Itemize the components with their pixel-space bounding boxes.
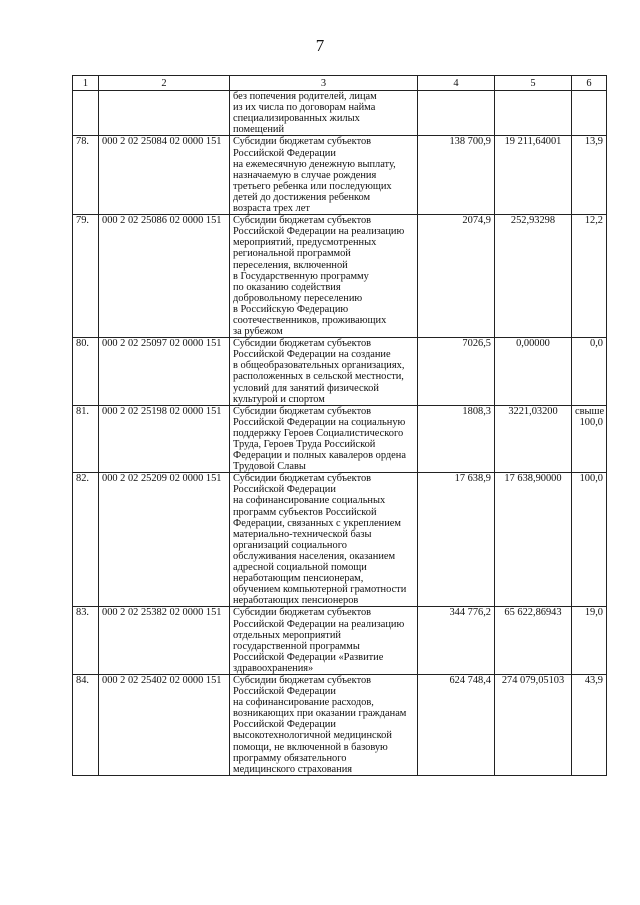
budget-code: 000 2 02 25209 02 0000 151: [99, 473, 230, 607]
planned-amount: 624 748,4: [418, 674, 495, 775]
execution-percent: 13,9: [572, 136, 607, 215]
budget-code: [99, 91, 230, 136]
row-number: 81.: [73, 405, 99, 473]
row-description: Субсидии бюджетам субъектов Российской Федерации на софинансирование социальных программ субъектов Российской Федерации, связанных с укреплением материально-технической базы организаций социального обслуживания населения, оказанием адресной социальной помощи неработающим пенсионерам, обучением компьютерной грамотности неработающих пенсионеров: [230, 473, 418, 607]
actual-amount: [495, 91, 572, 136]
planned-amount: 138 700,9: [418, 136, 495, 215]
row-number: 82.: [73, 473, 99, 607]
row-number: 79.: [73, 215, 99, 338]
table-row: [73, 136, 607, 215]
row-number: 78.: [73, 136, 99, 215]
page-number: 7: [315, 36, 325, 55]
row-number: 84.: [73, 674, 99, 775]
budget-code: 000 2 02 25097 02 0000 151: [99, 338, 230, 406]
header-col-4: 4: [418, 76, 495, 91]
planned-amount: 1808,3: [418, 405, 495, 473]
planned-amount: 344 776,2: [418, 607, 495, 675]
budget-code: 000 2 02 25198 02 0000 151: [99, 405, 230, 473]
row-description: Субсидии бюджетам субъектов Российской Федерации на социальную поддержку Героев Социалистического Труда, Героев Труда Российской Федерации и полных кавалеров ордена Трудовой Славы: [230, 405, 418, 473]
planned-amount: 17 638,9: [418, 473, 495, 607]
header-row: [73, 76, 607, 91]
row-number: 80.: [73, 338, 99, 406]
actual-amount: 252,93298: [495, 215, 572, 338]
execution-percent: 100,0: [572, 473, 607, 607]
budget-code: 000 2 02 25086 02 0000 151: [99, 215, 230, 338]
planned-amount: 2074,9: [418, 215, 495, 338]
table-row: [73, 607, 607, 675]
execution-percent: 43,9: [572, 674, 607, 775]
planned-amount: [418, 91, 495, 136]
budget-code: 000 2 02 25402 02 0000 151: [99, 674, 230, 775]
table-row: [73, 473, 607, 607]
row-description: без попечения родителей, лицам из их числа по договорам найма специализированных жилых помещений: [230, 91, 418, 136]
actual-amount: 0,00000: [495, 338, 572, 406]
table-row: [73, 338, 607, 406]
table-row: [73, 91, 607, 136]
execution-percent: [572, 91, 607, 136]
row-description: Субсидии бюджетам субъектов Российской Федерации на реализацию отдельных мероприятий государственной программы Российской Федерации «Развитие здравоохранения»: [230, 607, 418, 675]
planned-amount: 7026,5: [418, 338, 495, 406]
row-number: 83.: [73, 607, 99, 675]
actual-amount: 19 211,64001: [495, 136, 572, 215]
execution-percent: свыше 100,0: [572, 405, 607, 473]
budget-table: [72, 75, 607, 776]
row-number: [73, 91, 99, 136]
budget-code: 000 2 02 25382 02 0000 151: [99, 607, 230, 675]
table-row: [73, 215, 607, 338]
execution-percent: 19,0: [572, 607, 607, 675]
actual-amount: 274 079,05103: [495, 674, 572, 775]
table-row: [73, 405, 607, 473]
header-col-6: 6: [572, 76, 607, 91]
row-description: Субсидии бюджетам субъектов Российской Федерации на ежемесячную денежную выплату, назначаемую в случае рождения третьего ребенка или последующих детей до достижения ребенком возраста трех лет: [230, 136, 418, 215]
header-col-3: 3: [230, 76, 418, 91]
execution-percent: 12,2: [572, 215, 607, 338]
table-row: [73, 674, 607, 775]
budget-code: 000 2 02 25084 02 0000 151: [99, 136, 230, 215]
row-description: Субсидии бюджетам субъектов Российской Федерации на софинансирование расходов, возникающих при оказании гражданам Российской Федерации высокотехнологичной медицинской помощи, не включенной в базовую программу обязательного медицинского страхования: [230, 674, 418, 775]
row-description: Субсидии бюджетам субъектов Российской Федерации на создание в общеобразовательных организациях, расположенных в сельской местности, условий для занятий физической культурой и спортом: [230, 338, 418, 406]
execution-percent: 0,0: [572, 338, 607, 406]
header-col-5: 5: [495, 76, 572, 91]
header-col-1: 1: [73, 76, 99, 91]
actual-amount: 17 638,90000: [495, 473, 572, 607]
row-description: Субсидии бюджетам субъектов Российской Федерации на реализацию мероприятий, предусмотренных региональной программой переселения, включенной в Государственную программу по оказанию содействия добровольному переселению в Российскую Федерацию соотечественников, проживающих за рубежом: [230, 215, 418, 338]
actual-amount: 3221,03200: [495, 405, 572, 473]
actual-amount: 65 622,86943: [495, 607, 572, 675]
header-col-2: 2: [99, 76, 230, 91]
